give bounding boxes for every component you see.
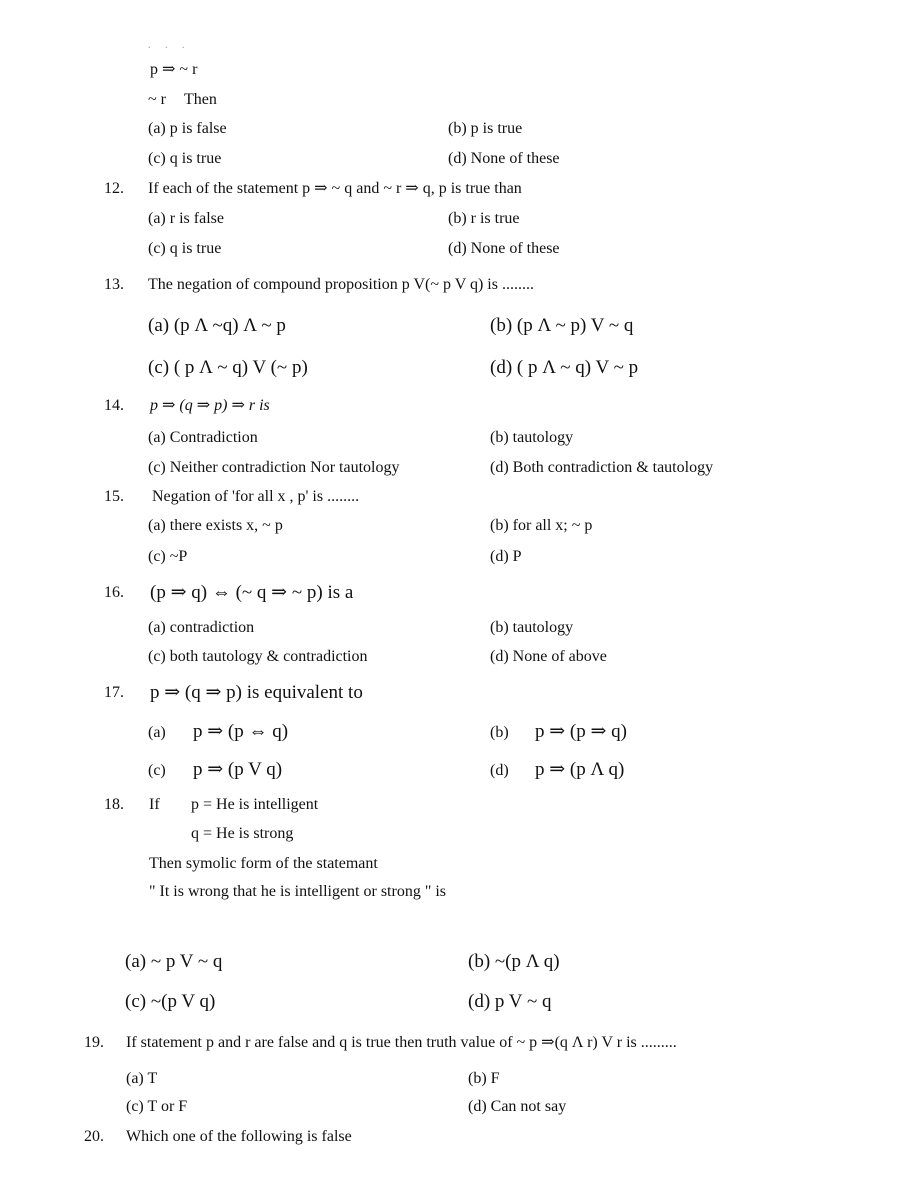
cut-off-fragment: . . .: [148, 40, 191, 51]
question-number: 20.: [84, 1128, 104, 1145]
option-a-label: (a): [148, 724, 166, 741]
option-b: (b) r is true: [448, 210, 520, 227]
option-d-label: (d): [490, 762, 509, 779]
option-a: p ⇒ (p ⇔ q): [193, 721, 289, 742]
premise-symbol: ~ r: [148, 91, 166, 108]
option-b: (b) for all x; ~ p: [490, 517, 593, 534]
option-d: (d) ( p Λ ~ q) V ~ p: [490, 357, 639, 378]
question-text: Which one of the following is false: [126, 1128, 352, 1145]
option-a: (a) T: [126, 1070, 158, 1087]
definition-p: p = He is intelligent: [191, 796, 319, 813]
option-d: (d) Can not say: [468, 1098, 567, 1115]
question-number: 13.: [104, 276, 124, 293]
option-b: (b) p is true: [448, 120, 523, 137]
question-number: 15.: [104, 488, 124, 505]
option-d: (d) None of above: [490, 648, 607, 665]
option-a: (a) r is false: [148, 210, 224, 227]
question-text: (p ⇒ q) ⇔ (~ q ⇒ ~ p) is a: [150, 582, 354, 603]
option-c: (c) ~P: [148, 548, 188, 565]
option-a: (a) p is false: [148, 120, 227, 137]
question-number: 12.: [104, 180, 124, 197]
premise-then: Then: [183, 91, 217, 108]
option-c: (c) ( p Λ ~ q) V (~ p): [148, 357, 308, 378]
option-c-label: (c): [148, 762, 166, 779]
option-c: p ⇒ (p V q): [193, 759, 283, 780]
option-a: (a) Contradiction: [148, 429, 258, 446]
option-c: (c) Neither contradiction Nor tautology: [148, 459, 400, 476]
question-number: 14.: [104, 397, 124, 414]
option-b-label: (b): [490, 724, 509, 741]
option-c: (c) ~(p V q): [125, 991, 216, 1012]
option-d: (d) None of these: [448, 150, 560, 167]
question-if: If: [149, 796, 160, 813]
option-b: (b) ~(p Λ q): [468, 951, 560, 972]
option-a: (a) there exists x, ~ p: [148, 517, 283, 534]
question-text: If each of the statement p ⇒ ~ q and ~ r ⇒ q, p is true than: [148, 180, 522, 197]
option-b: (b) F: [468, 1070, 500, 1087]
option-d: (d) P: [490, 548, 522, 565]
option-d: (d) p V ~ q: [468, 991, 552, 1012]
question-text: If statement p and r are false and q is true then truth value of ~ p ⇒(q Λ r) V r is .........: [126, 1034, 677, 1051]
option-d: (d) Both contradiction & tautology: [490, 459, 714, 476]
option-b: (b) (p Λ ~ p) V ~ q: [490, 315, 634, 336]
option-b: p ⇒ (p ⇒ q): [535, 721, 627, 742]
premise-line: p ⇒ ~ r: [150, 61, 198, 78]
question-text: The negation of compound proposition p V(~ p V q) is ........: [148, 276, 534, 293]
question-text: Then symolic form of the statemant: [149, 855, 378, 872]
question-text: p ⇒ (q ⇒ p) is equivalent to: [150, 682, 363, 703]
question-text: p ⇒ (q ⇒ p) ⇒ r is: [150, 397, 270, 414]
question-number: 17.: [104, 684, 124, 701]
option-c: (c) q is true: [148, 240, 222, 257]
option-b: (b) tautology: [490, 619, 574, 636]
question-text: Negation of 'for all x , p' is ........: [152, 488, 360, 505]
definition-q: q = He is strong: [191, 825, 294, 842]
premise-line: [148, 90, 217, 110]
option-c: (c) q is true: [148, 150, 222, 167]
option-c: (c) both tautology & contradiction: [148, 648, 368, 665]
option-d: p ⇒ (p Λ q): [535, 759, 625, 780]
option-d: (d) None of these: [448, 240, 560, 257]
option-a: (a) ~ p V ~ q: [125, 951, 223, 972]
question-number: 19.: [84, 1034, 104, 1051]
option-c: (c) T or F: [126, 1098, 188, 1115]
option-a: (a) (p Λ ~q) Λ ~ p: [148, 315, 286, 336]
option-b: (b) tautology: [490, 429, 574, 446]
question-quote: " It is wrong that he is intelligent or strong " is: [149, 883, 447, 900]
question-number: 16.: [104, 584, 124, 601]
option-a: (a) contradiction: [148, 619, 255, 636]
question-number: 18.: [104, 796, 124, 813]
